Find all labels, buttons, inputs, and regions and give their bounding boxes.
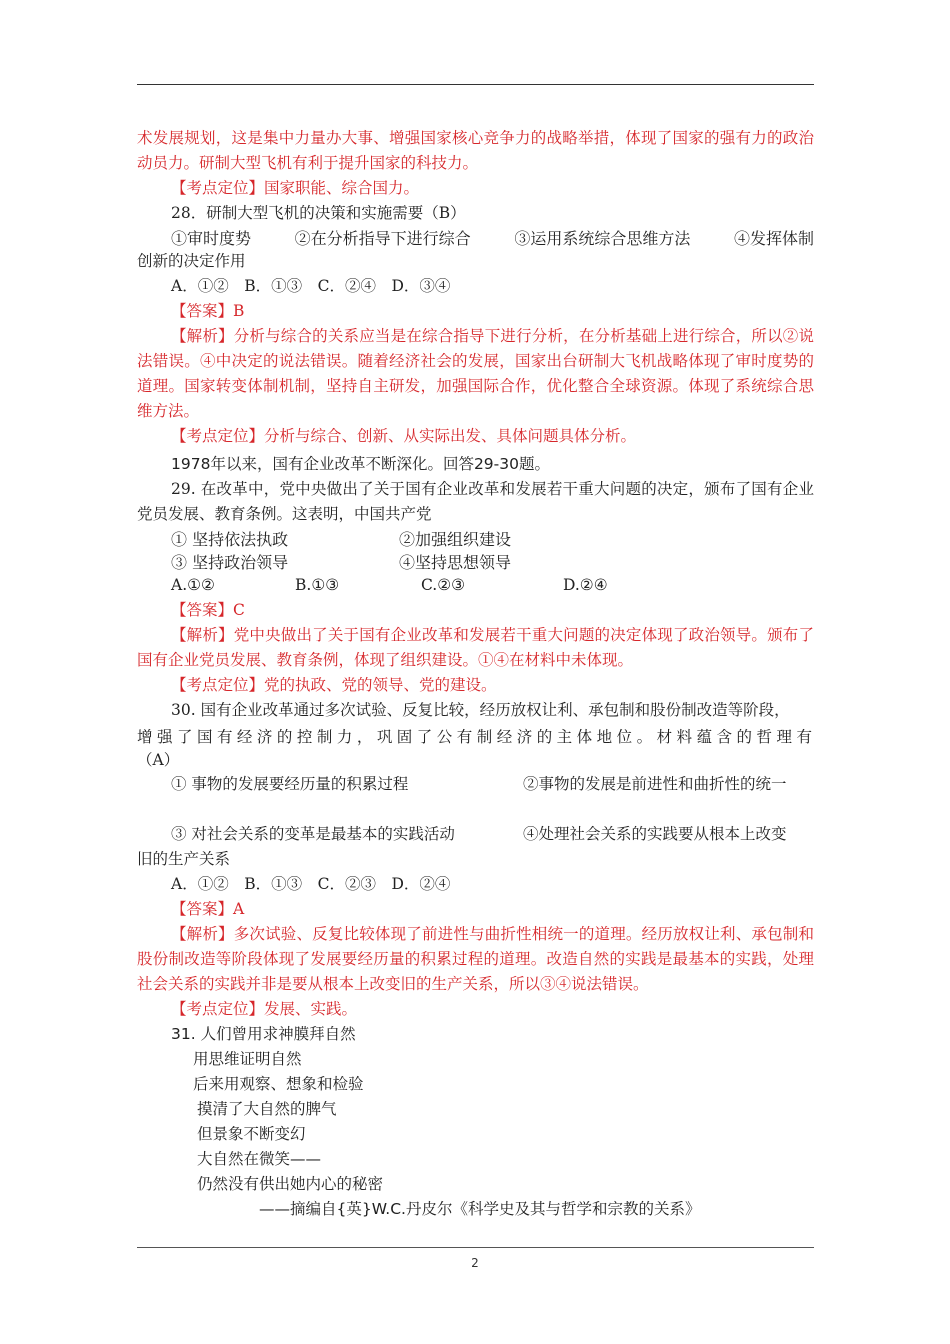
intro-paragraph: 术发展规划，这是集中力量办大事、增强国家核心竞争力的战略举措，体现了国家的强有力的政治动员力。研制大型飞机有利于提升国家的科技力。 [137, 129, 814, 172]
q31-line-2: 用思维证明自然 [193, 1050, 302, 1068]
q30-choices: A．①② B．①③ C．②③ D．②④ [171, 875, 451, 893]
q28-answer: 【答案】B [171, 302, 245, 320]
q28-option-1: ①审时度势 [171, 229, 252, 248]
footer-rule [137, 1247, 814, 1248]
q30-stem-2: 增强了国有经济的控制力，巩固了公有制经济的主体地位。材料蕴含的哲理有 [137, 728, 814, 746]
q29-options-row2 [137, 550, 814, 573]
q29-option-3: ③ 坚持政治领导 [171, 553, 289, 572]
q29-choice-b: B.①③ [295, 576, 340, 594]
q29-choice-c: C.②③ [421, 576, 466, 594]
q30-option-1: ① 事物的发展要经历量的积累过程 [171, 775, 409, 793]
q29-kaodian: 【考点定位】党的执政、党的领导、党的建设。 [171, 676, 497, 694]
q31-source: ——摘编自{英}W.C.丹皮尔《科学史及其与哲学和宗教的关系》 [259, 1200, 701, 1218]
q30-stem-3: （A） [137, 751, 180, 769]
q31-line-7: 仍然没有供出她内心的秘密 [197, 1175, 384, 1193]
page-content [137, 126, 814, 1222]
q30-options-row1 [137, 772, 814, 797]
q29-choices [137, 573, 814, 598]
q30-analysis: 【解析】多次试验、反复比较体现了前进性与曲折性相统一的道理。经历放权让利、承包制和股份制改造等阶段体现了发展要经历量的积累过程的道理。改造自然的实践是最基本的实践，处理社会关系的实践并非是要从根本上改变旧的生产关系，所以③④说法错误。 [137, 925, 814, 993]
q29-analysis: 【解析】党中央做出了关于国有企业改革和发展若干重大问题的决定体现了政治领导。颁布了国有企业党员发展、教育条例，体现了组织建设。①④在材料中未体现。 [137, 626, 814, 669]
q30-option-4-cont: 旧的生产关系 [137, 850, 231, 868]
q31-poem [137, 1022, 814, 1222]
q28-kaodian: 【考点定位】分析与综合、创新、从实际出发、具体问题具体分析。 [171, 427, 637, 445]
q29-choice-d: D.②④ [563, 576, 608, 594]
q29-choice-a: A.①② [171, 576, 215, 594]
q30-kaodian: 【考点定位】发展、实践。 [171, 1000, 358, 1018]
q28-option-4-cont: 创新的决定作用 [137, 252, 246, 270]
q30-stem-1: 30. 国有企业改革通过多次试验、反复比较，经历放权让利、承包制和股份制改造等阶段， [171, 701, 790, 719]
q31-line-4: 摸清了大自然的脾气 [197, 1100, 337, 1118]
q28-option-3: ③运用系统综合思维方法 [514, 229, 691, 248]
q31-line-6: 大自然在微笑—— [197, 1150, 322, 1168]
q28-option-2: ②在分析指导下进行综合 [294, 229, 471, 248]
q30-option-3: ③ 对社会关系的变革是最基本的实践活动 [171, 825, 455, 843]
q28-analysis: 【解析】分析与综合的关系应当是在综合指导下进行分析，在分析基础上进行综合，所以②说法错误。④中决定的说法错误。随着经济社会的发展，国家出台研制大飞机战略体现了审时度势的道理。国家转变体制机制，坚持自主研发，加强国际合作，优化整合全球资源。体现了系统综合思维方法。 [137, 327, 814, 420]
q29-options-row1 [137, 527, 814, 550]
q28-options [137, 226, 814, 249]
q31-line-1: 31. 人们曾用求神膜拜自然 [171, 1025, 356, 1043]
q31-line-3: 后来用观察、想象和检验 [193, 1075, 364, 1093]
q29-answer: 【答案】C [171, 601, 245, 619]
q29-option-2: ②加强组织建设 [399, 530, 512, 549]
kaodian-27: 【考点定位】国家职能、综合国力。 [171, 179, 420, 197]
q30-option-2: ②事物的发展是前进性和曲折性的统一 [523, 775, 787, 793]
q29-option-1: ① 坚持依法执政 [171, 530, 289, 549]
q28-choices: A．①② B．①③ C．②④ D．③④ [171, 277, 451, 295]
material-29-30: 1978年以来，国有企业改革不断深化。回答29-30题。 [171, 455, 550, 473]
header-rule [137, 84, 814, 85]
page-number: 2 [471, 1256, 479, 1270]
q29-option-4: ④坚持思想领导 [399, 553, 512, 572]
q31-line-5: 但景象不断变幻 [197, 1125, 306, 1143]
q30-answer: 【答案】A [171, 900, 245, 918]
q28-stem: 28．研制大型飞机的决策和实施需要（B） [171, 204, 466, 222]
q30-options-row2 [137, 822, 814, 847]
q29-stem: 29. 在改革中，党中央做出了关于国有企业改革和发展若干重大问题的决定，颁布了国有企业党员发展、教育条例。这表明，中国共产党 [137, 480, 814, 523]
q30-option-4: ④处理社会关系的实践要从根本上改变 [523, 825, 787, 843]
q28-option-4: ④发挥体制 [733, 229, 814, 248]
